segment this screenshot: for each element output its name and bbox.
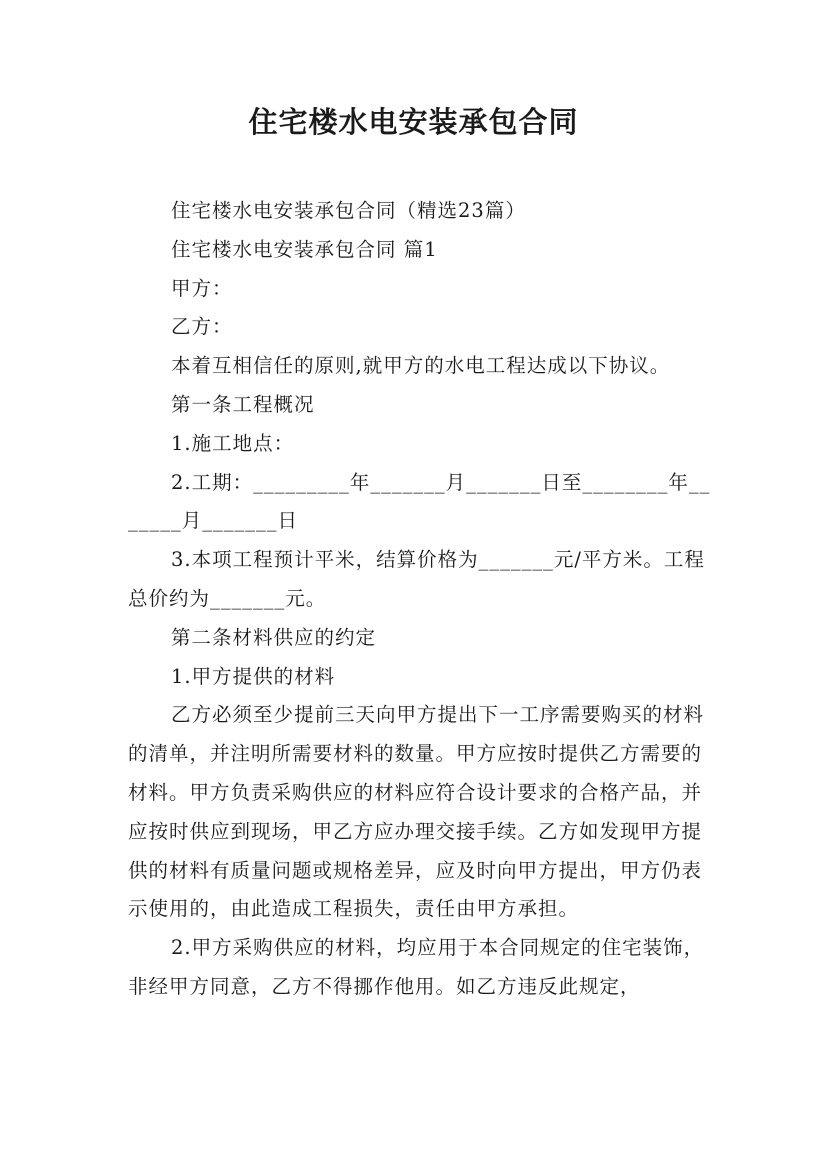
paragraph-party-b: 乙方：	[171, 315, 233, 339]
paragraph-preamble: 本着互相信任的原则,就甲方的水电工程达成以下协议。	[171, 354, 671, 378]
paragraph-section-title: 住宅楼水电安装承包合同 篇1	[171, 237, 438, 261]
paragraph-site-location: 1.施工地点：	[171, 431, 295, 455]
paragraph-pricing: 3.本项工程预计平米，结算价格为_______元/平方米。工程总价约为_______元。	[128, 548, 705, 610]
paragraph-schedule: 2.工期：_________年_______月_______日至________年_______月_______日	[128, 470, 711, 533]
paragraph-party-a: 甲方：	[171, 276, 233, 300]
paragraph-materials-usage: 2.甲方采购供应的材料，均应用于本合同规定的住宅装饰，非经甲方同意，乙方不得挪作他用。如乙方违反此规定，	[128, 936, 705, 998]
paragraph-article-1: 第一条工程概况	[171, 392, 315, 416]
paragraph-materials-detail: 乙方必须至少提前三天向甲方提出下一工序需要购买的材料的清单，并注明所需要材料的数量。甲方应按时提供乙方需要的材料。甲方负责采购供应的材料应符合设计要求的合格产品，并应按时供应到现场，甲乙方应办理交接手续。乙方如发现甲方提供的材料有质量问题或规格差异，应及时向甲方提出，甲方仍表示使用的，由此造成工程损失，责任由甲方承担。	[128, 703, 705, 921]
paragraph-materials-by-a: 1.甲方提供的材料	[171, 664, 336, 688]
paragraph-heading: 住宅楼水电安装承包合同（精选23篇）	[171, 199, 526, 222]
document-body	[128, 192, 718, 1007]
paragraph-article-2: 第二条材料供应的约定	[171, 625, 377, 649]
document-title: 住宅楼水电安装承包合同	[248, 105, 579, 139]
